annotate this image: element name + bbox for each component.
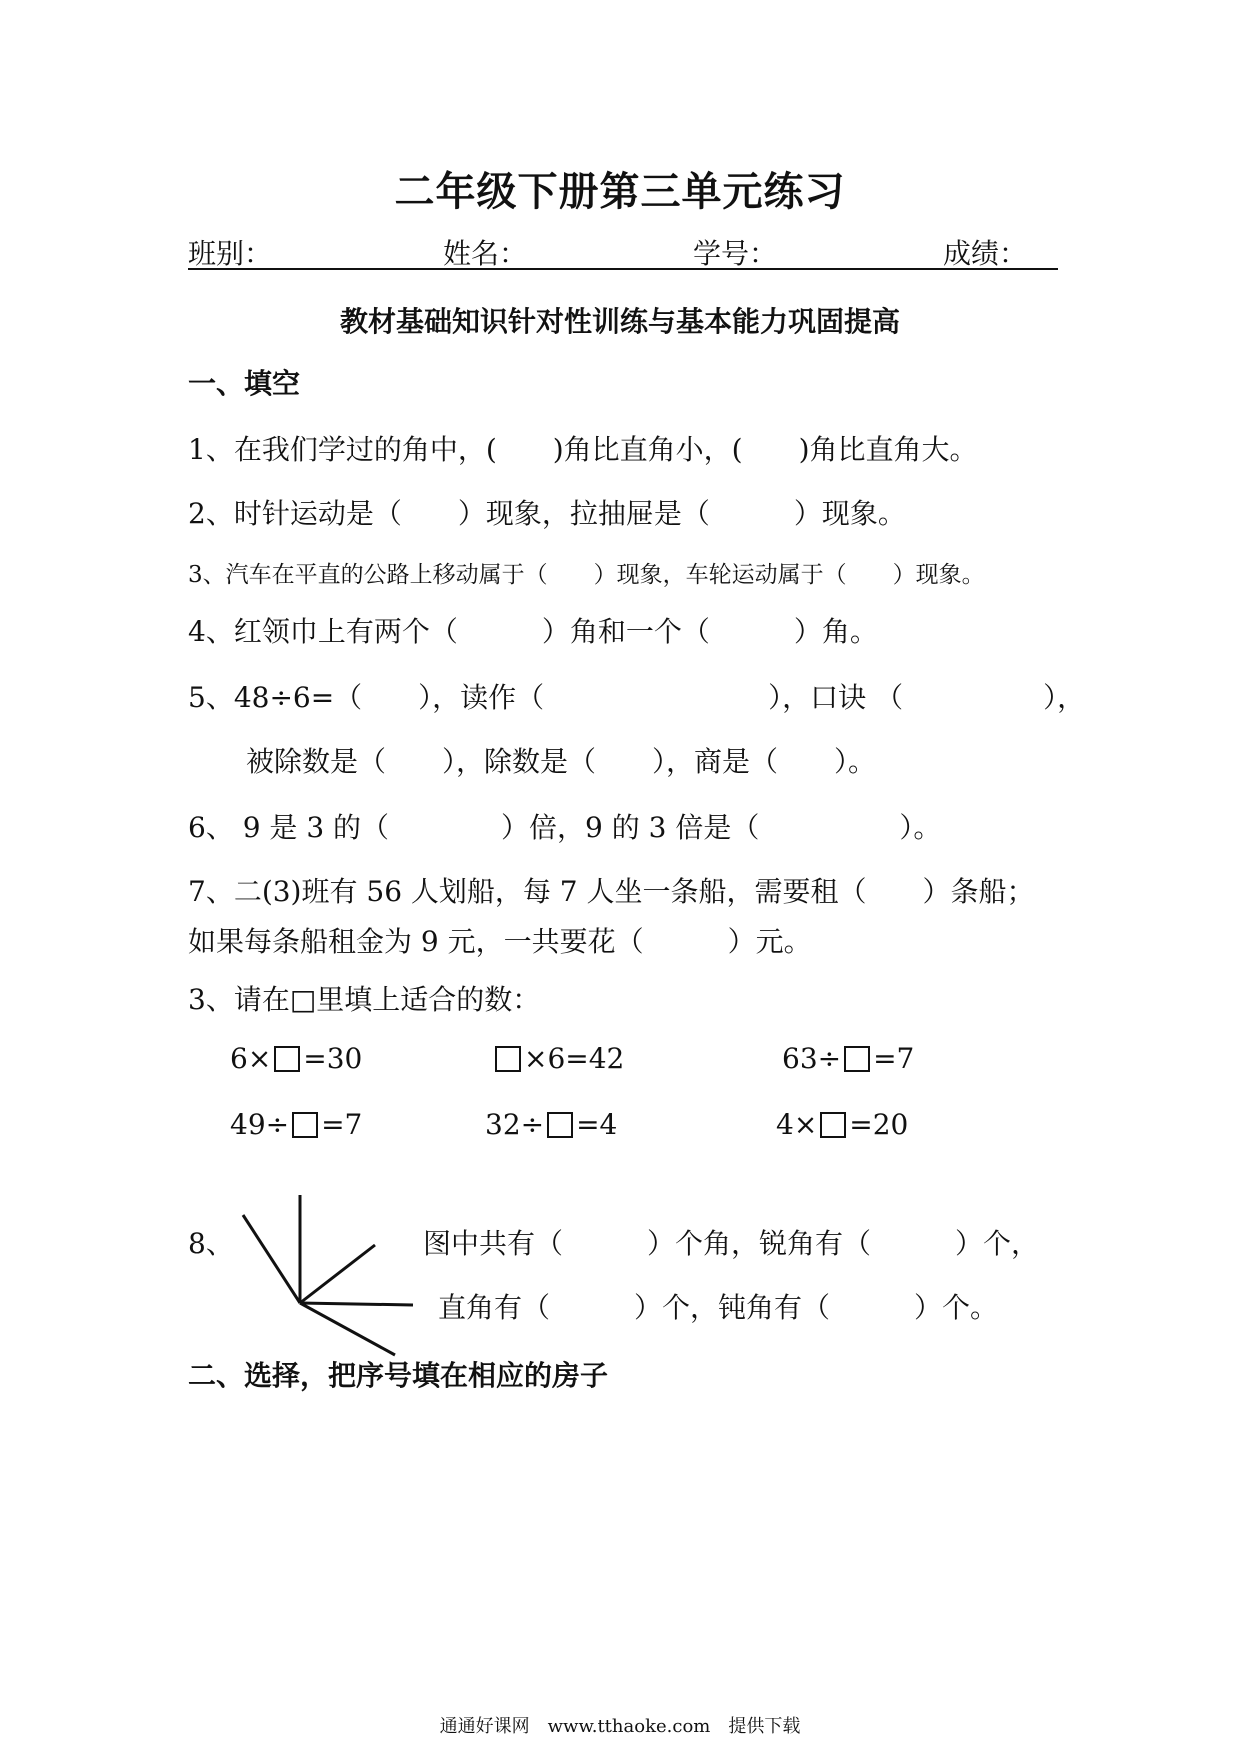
question-5-line1: 5、48÷6=（ ），读作（ ），口诀 （ ）， <box>188 681 1086 714</box>
question-7-line2: 如果每条船租金为 9 元，一共要花（ ）元。 <box>188 925 812 958</box>
question-3: 3、汽车在平直的公路上移动属于（ ）现象，车轮运动属于（ ）现象。 <box>188 562 985 588</box>
question-6: 6、 9 是 3 的（ ）倍，9 的 3 倍是（ ）。 <box>188 811 942 844</box>
footer-download-note: 通通好课网 www.tthaoke.com 提供下载 <box>439 1716 801 1737</box>
name-label: 姓名： <box>443 237 528 270</box>
equation-before: 63÷ <box>782 1042 842 1075</box>
score-label: 成绩： <box>943 237 1028 270</box>
equation-before: 6× <box>230 1042 272 1075</box>
question-5-line2: 被除数是（ ），除数是（ ），商是（ ）。 <box>246 745 877 778</box>
number-label: 学号： <box>693 237 778 270</box>
question-1: 1、在我们学过的角中，( )角比直角小，( )角比直角大。 <box>188 433 978 466</box>
student-info-row <box>188 232 1058 270</box>
question-8-number: 8、 <box>188 1227 234 1260</box>
question-2: 2、时针运动是（ ）现象，拉抽屉是（ ）现象。 <box>188 497 906 530</box>
equation-2 <box>492 1042 624 1075</box>
section1-heading: 一、填空 <box>188 367 301 400</box>
section2-heading: 二、选择，把序号填在相应的房子 <box>188 1359 609 1392</box>
equation-before: 32÷ <box>485 1108 545 1141</box>
equation-after: =7 <box>873 1042 915 1075</box>
ray-upper-right <box>300 1245 375 1303</box>
page-title: 二年级下册第三单元练习 <box>394 168 846 215</box>
equation-6 <box>776 1108 908 1141</box>
question-8-line2: 直角有（ ）个，钝角有（ ）个。 <box>438 1291 999 1324</box>
subtitle: 教材基础知识针对性训练与基本能力巩固提高 <box>339 305 900 338</box>
ray-horizontal <box>300 1303 413 1305</box>
equation-after: =20 <box>849 1108 909 1141</box>
answer-box[interactable] <box>844 1046 870 1072</box>
equation-after: =30 <box>303 1042 363 1075</box>
equation-3 <box>782 1042 914 1075</box>
question-7-line1: 7、二(3)班有 56 人划船，每 7 人坐一条船，需要租（ ）条船； <box>188 875 1035 908</box>
equation-5 <box>485 1108 617 1141</box>
question-8-line1: 图中共有（ ）个角，锐角有（ ）个， <box>423 1227 1040 1260</box>
answer-box[interactable] <box>547 1112 573 1138</box>
answer-box[interactable] <box>495 1046 521 1072</box>
class-label: 班别： <box>188 237 273 270</box>
equation-before: 49÷ <box>230 1108 290 1141</box>
equation-after: =4 <box>576 1108 618 1141</box>
equation-1 <box>230 1042 362 1075</box>
equation-before: 4× <box>776 1108 818 1141</box>
answer-box[interactable] <box>274 1046 300 1072</box>
angle-rays-figure <box>235 1195 420 1360</box>
equation-4 <box>230 1108 362 1141</box>
question-4: 4、红领巾上有两个（ ）角和一个（ ）角。 <box>188 615 878 648</box>
equation-after: =7 <box>321 1108 363 1141</box>
answer-box[interactable] <box>820 1112 846 1138</box>
ray-upper-left <box>243 1215 300 1303</box>
fill-box-heading: 3、请在□里填上适合的数： <box>188 983 541 1016</box>
answer-box[interactable] <box>292 1112 318 1138</box>
ray-lower-right <box>300 1303 395 1355</box>
equation-after: ×6=42 <box>524 1042 625 1075</box>
